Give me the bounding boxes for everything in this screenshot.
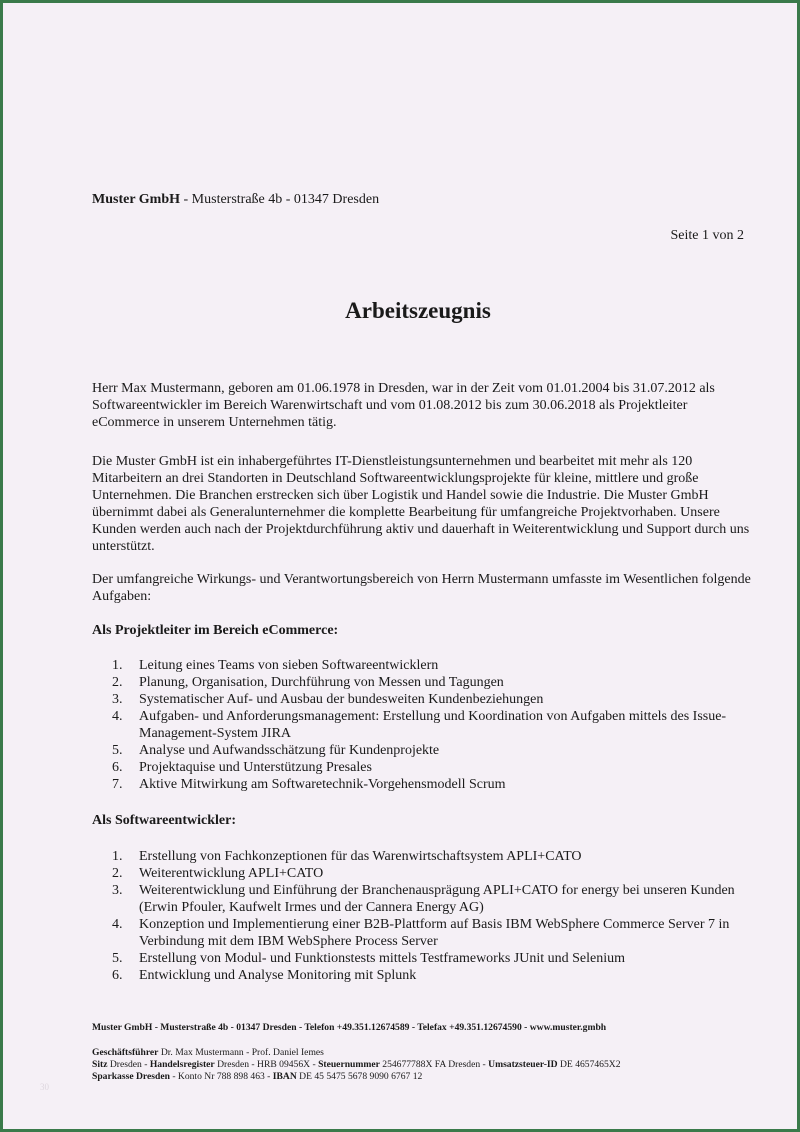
list-item (112, 950, 752, 967)
footer-bank-line (92, 1071, 621, 1083)
list-item (112, 742, 752, 759)
footer-registry-line (92, 1059, 621, 1071)
list-item (112, 848, 752, 865)
list-item (112, 657, 752, 674)
company-paragraph: Die Muster GmbH ist ein inhabergeführtes IT-Dienstleistungsunternehmen und bearbeitet mit mehr als 120 Mitarbeitern an drei Standorten in Deutschland Softwareentwicklungsprojekte für kleine, mittlere und große Unternehmen. Die Branchen erstrecken sich über Logistik und Handel sowie die Industrie. Die Muster GmbH übernimmt dabei als Generalunternehmer die komplette Bearbeitung für umfangreiche Projektvorhaben. Unsere Kunden werden auch nach der Projektdurchführung aktiv und dauerhaft in Weiterentwicklung und Support durch uns unterstützt. (92, 454, 750, 554)
label-sitz: Sitz (92, 1059, 108, 1070)
page-indicator: Seite 1 von 2 (670, 228, 744, 243)
list-text: Projektaquise und Unterstützung Presales (139, 760, 372, 775)
list-text: Systematischer Auf- und Ausbau der bundesweiten Kundenbeziehungen (139, 692, 544, 707)
list-number: 1. (112, 658, 123, 673)
list-text: Erstellung von Fachkonzeptionen für das Warenwirtschaftsystem APLI+CATO (139, 849, 582, 864)
list-item (112, 916, 752, 950)
value-handelsregister: Dresden - HRB 09456X - (214, 1059, 319, 1070)
list-number: 4. (112, 709, 123, 724)
intro-paragraph: Herr Max Mustermann, geboren am 01.06.1978 in Dresden, war in der Zeit vom 01.01.2004 bis 31.07.2012 als Softwareentwickler im Bereich Warenwirtschaft und vom 01.08.2012 bis zum 30.06.2018 als Projektleiter eCommerce in unserem Unternehmen tätig. (92, 381, 715, 430)
list-number: 3. (112, 883, 123, 898)
section-heading-projektleiter: Als Projektleiter im Bereich eCommerce: (92, 623, 339, 638)
list-text: Weiterentwicklung APLI+CATO (139, 866, 324, 881)
list-item (112, 674, 752, 691)
list-text: Planung, Organisation, Durchführung von Messen und Tagungen (139, 675, 504, 690)
footer-legal-block (92, 1047, 621, 1083)
list-text: Erstellung von Modul- und Funktionstests mittels Testframeworks JUnit und Selenium (139, 951, 626, 966)
list-item (112, 708, 752, 742)
value-bank: - Konto Nr 788 898 463 - (169, 1071, 273, 1082)
list-number: 4. (112, 917, 123, 932)
list-item (112, 691, 752, 708)
footer-contact-line: Muster GmbH - Musterstraße 4b - 01347 Dresden - Telefon +49.351.12674589 - Telefax +49.351.12674590 - www.muster.gmbh (92, 1022, 607, 1033)
list-text: Konzeption und Implementierung einer B2B-Plattform auf Basis IBM WebSphere Commerce Server 7 in Verbindung mit dem IBM WebSphere Process Server (139, 917, 730, 949)
value-geschaeftsfuehrer: Dr. Max Mustermann - Prof. Daniel Iemes (158, 1047, 324, 1058)
list-number: 5. (112, 743, 123, 758)
list-item (112, 967, 752, 984)
list-item (112, 759, 752, 776)
value-sitz: Dresden - (107, 1059, 150, 1070)
list-text: Weiterentwicklung und Einführung der Branchenausprägung APLI+CATO for energy bei unseren Kunden (Erwin Pfouler, Kaufwelt Irmes und der Cannera Energy AG) (139, 883, 735, 915)
sender-company: Muster GmbH (92, 192, 181, 207)
list-number: 7. (112, 777, 123, 792)
section-heading-softwareentwickler: Als Softwareentwickler: (92, 813, 236, 828)
sender-line (92, 192, 379, 208)
document-title: Arbeitszeugnis (345, 298, 491, 323)
value-ust-id: DE 4657465X2 (557, 1059, 621, 1070)
label-bank: Sparkasse Dresden (92, 1071, 170, 1082)
list-item (112, 776, 752, 793)
list-number: 6. (112, 968, 123, 983)
list-item (112, 865, 752, 882)
task-list-projektleiter (112, 657, 752, 793)
list-text: Analyse und Aufwandsschätzung für Kundenprojekte (139, 743, 440, 758)
responsibilities-paragraph: Der umfangreiche Wirkungs- und Verantwortungsbereich von Herrn Mustermann umfasste im Wesentlichen folgende Aufgaben: (92, 572, 751, 604)
list-text: Aktive Mitwirkung am Softwaretechnik-Vorgehensmodell Scrum (139, 777, 506, 792)
task-list-softwareentwickler (112, 848, 752, 984)
list-number: 5. (112, 951, 123, 966)
list-number: 3. (112, 692, 123, 707)
list-number: 1. (112, 849, 123, 864)
label-steuernummer: Steuernummer (318, 1059, 380, 1070)
value-iban: DE 45 5475 5678 9090 6767 12 (296, 1071, 423, 1082)
list-text: Leitung eines Teams von sieben Softwareentwicklern (139, 658, 439, 673)
sender-address: - Musterstraße 4b - 01347 Dresden (180, 192, 380, 207)
value-steuernummer: 254677788X FA Dresden - (379, 1059, 489, 1070)
label-iban: IBAN (272, 1071, 297, 1082)
label-geschaeftsfuehrer: Geschäftsführer (92, 1047, 159, 1058)
list-number: 2. (112, 675, 123, 690)
list-number: 2. (112, 866, 123, 881)
list-item (112, 882, 752, 916)
list-text: Aufgaben- und Anforderungsmanagement: Erstellung und Koordination von Aufgaben mittels des Issue-Management-System JIRA (139, 709, 727, 741)
list-number: 6. (112, 760, 123, 775)
label-ust-id: Umsatzsteuer-ID (488, 1059, 558, 1070)
faint-watermark: 30 (40, 1082, 49, 1092)
footer-management-line (92, 1047, 621, 1059)
list-text: Entwicklung und Analyse Monitoring mit Splunk (139, 968, 417, 983)
label-handelsregister: Handelsregister (149, 1059, 215, 1070)
